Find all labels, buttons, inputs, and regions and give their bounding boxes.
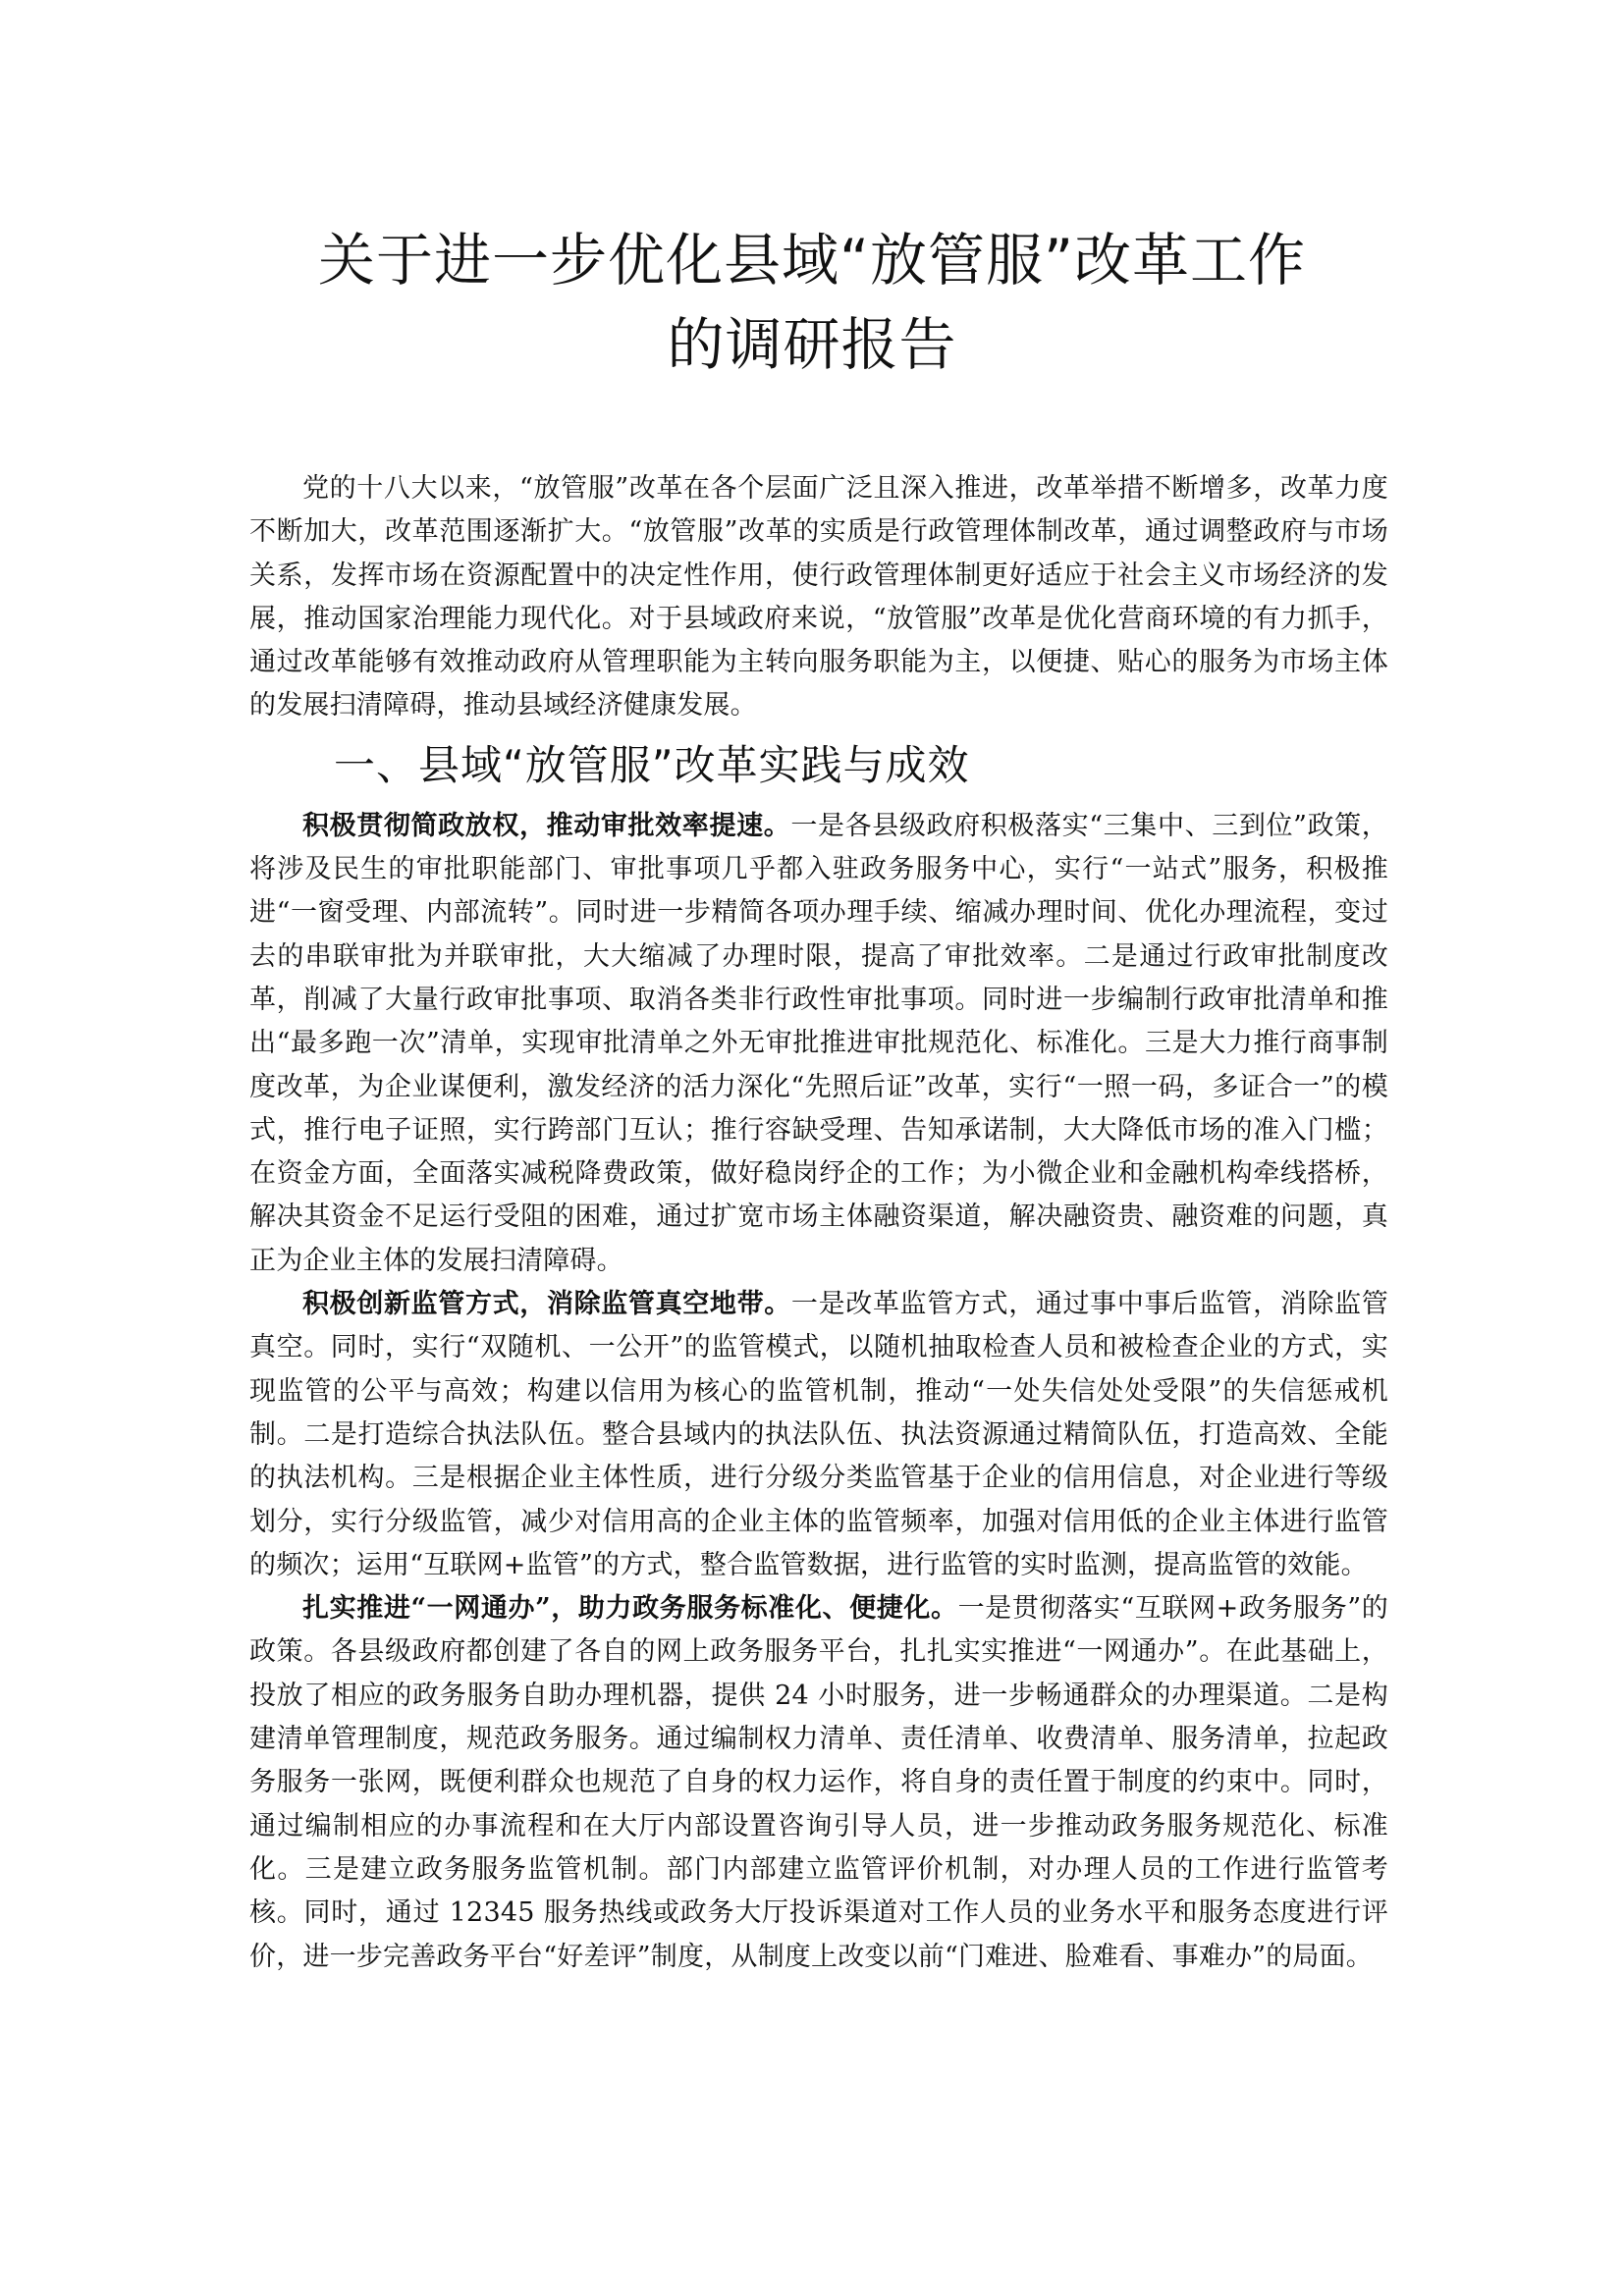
paragraph-body: 一是改革监管方式，通过事中事后监管，消除监管真空。同时，实行“双随机、一公开”的监管模式，以随机抽取检查人员和被检查企业的方式，实现监管的公平与高效；构建以信用为核心的监管机制，推动“一处失信处处受限”的失信惩戒机制。二是打造综合执法队伍。整合县域内的执法队伍、执法资源通过精简队伍，打造高效、全能的执法机构。三是根据企业主体性质，进行分级分类监管基于企业的信用信息，对企业进行等级划分，实行分级监管，减少对信用高的企业主体的监管频率，加强对信用低的企业主体进行监管的频次；运用“互联网+监管”的方式，整合监管数据，进行监管的实时监测，提高监管的效能。 [249, 1289, 1388, 1580]
paragraph-body: 一是各县级政府积极落实“三集中、三到位”政策，将涉及民生的审批职能部门、审批事项几乎都入驻政务服务中心，实行“一站式”服务，积极推进“一窗受理、内部流转”。同时进一步精简各项办理手续、缩减办理时间、优化办理流程，变过去的串联审批为并联审批，大大缩减了办理时限，提高了审批效率。二是通过行政审批制度改革，削减了大量行政审批事项、取消各类非行政性审批事项。同时进一步编制行政审批清单和推出“最多跑一次”清单，实现审批清单之外无审批推进审批规范化、标准化。三是大力推行商事制度改革，为企业谋便利，激发经济的活力深化“先照后证”改革，实行“一照一码，多证合一”的模式，推行电子证照，实行跨部门互认；推行容缺受理、告知承诺制，大大降低市场的准入门槛；在资金方面，全面落实减税降费政策，做好稳岗纾企的工作；为小微企业和金融机构牵线搭桥，解决其资金不足运行受阻的困难，通过扩宽市场主体融资渠道，解决融资贵、融资难的问题，真正为企业主体的发展扫清障碍。 [249, 810, 1388, 1276]
document-title-line-2: 的调研报告 [667, 311, 957, 378]
paragraph-supervision-innovation [249, 1283, 1388, 1587]
paragraph-body: 一是贯彻落实“互联网+政务服务”的政策。各县级政府都创建了各自的网上政务服务平台，扎扎实实推进“一网通办”。在此基础上，投放了相应的政务服务自助办理机器，提供 24 小时服务，进一步畅通群众的办理渠道。二是构建清单管理制度，规范政务服务。通过编制权力清单、责任清单、收费清单、服务清单，拉起政务服务一张网，既便利群众也规范了自身的权力运作，将自身的责任置于制度的约束中。同时，通过编制相应的办事流程和在大厅内部设置咨询引导人员，进一步推动政务服务规范化、标准化。三是建立政务服务监管机制。部门内部建立监管评价机制，对办理人员的工作进行监管考核。同时，通过 12345 服务热线或政务大厅投诉渠道对工作人员的业务水平和服务态度进行评价，进一步完善政务平台“好差评”制度，从制度上改变以前“门难进、脸难看、事难办”的局面。 [249, 1593, 1388, 1972]
intro-paragraph: 党的十八大以来，“放管服”改革在各个层面广泛且深入推进，改革举措不断增多，改革力度不断加大，改革范围逐渐扩大。“放管服”改革的实质是行政管理体制改革，通过调整政府与市场关系，发挥市场在资源配置中的决定性作用，使行政管理体制更好适应于社会主义市场经济的发展，推动国家治理能力现代化。对于县域政府来说，“放管服”改革是优化营商环境的有力抓手，通过改革能够有效推动政府从管理职能为主转向服务职能为主，以便捷、贴心的服务为市场主体的发展扫清障碍，推动县域经济健康发展。 [249, 473, 1388, 721]
paragraph-simplify-administration [249, 805, 1388, 1283]
section-heading-1: 一、县域“放管服”改革实践与成效 [334, 740, 970, 789]
document-title-line-1: 关于进一步优化县域“放管服”改革工作 [317, 227, 1307, 294]
paragraph-one-network-service [249, 1587, 1388, 1979]
paragraph-lead: 积极贯彻简政放权，推动审批效率提速。 [302, 810, 791, 841]
paragraph-lead: 扎实推进“一网通办”，助力政务服务标准化、便捷化。 [302, 1593, 958, 1625]
paragraph-lead: 积极创新监管方式，消除监管真空地带。 [302, 1289, 791, 1320]
document-body [249, 467, 1388, 1979]
